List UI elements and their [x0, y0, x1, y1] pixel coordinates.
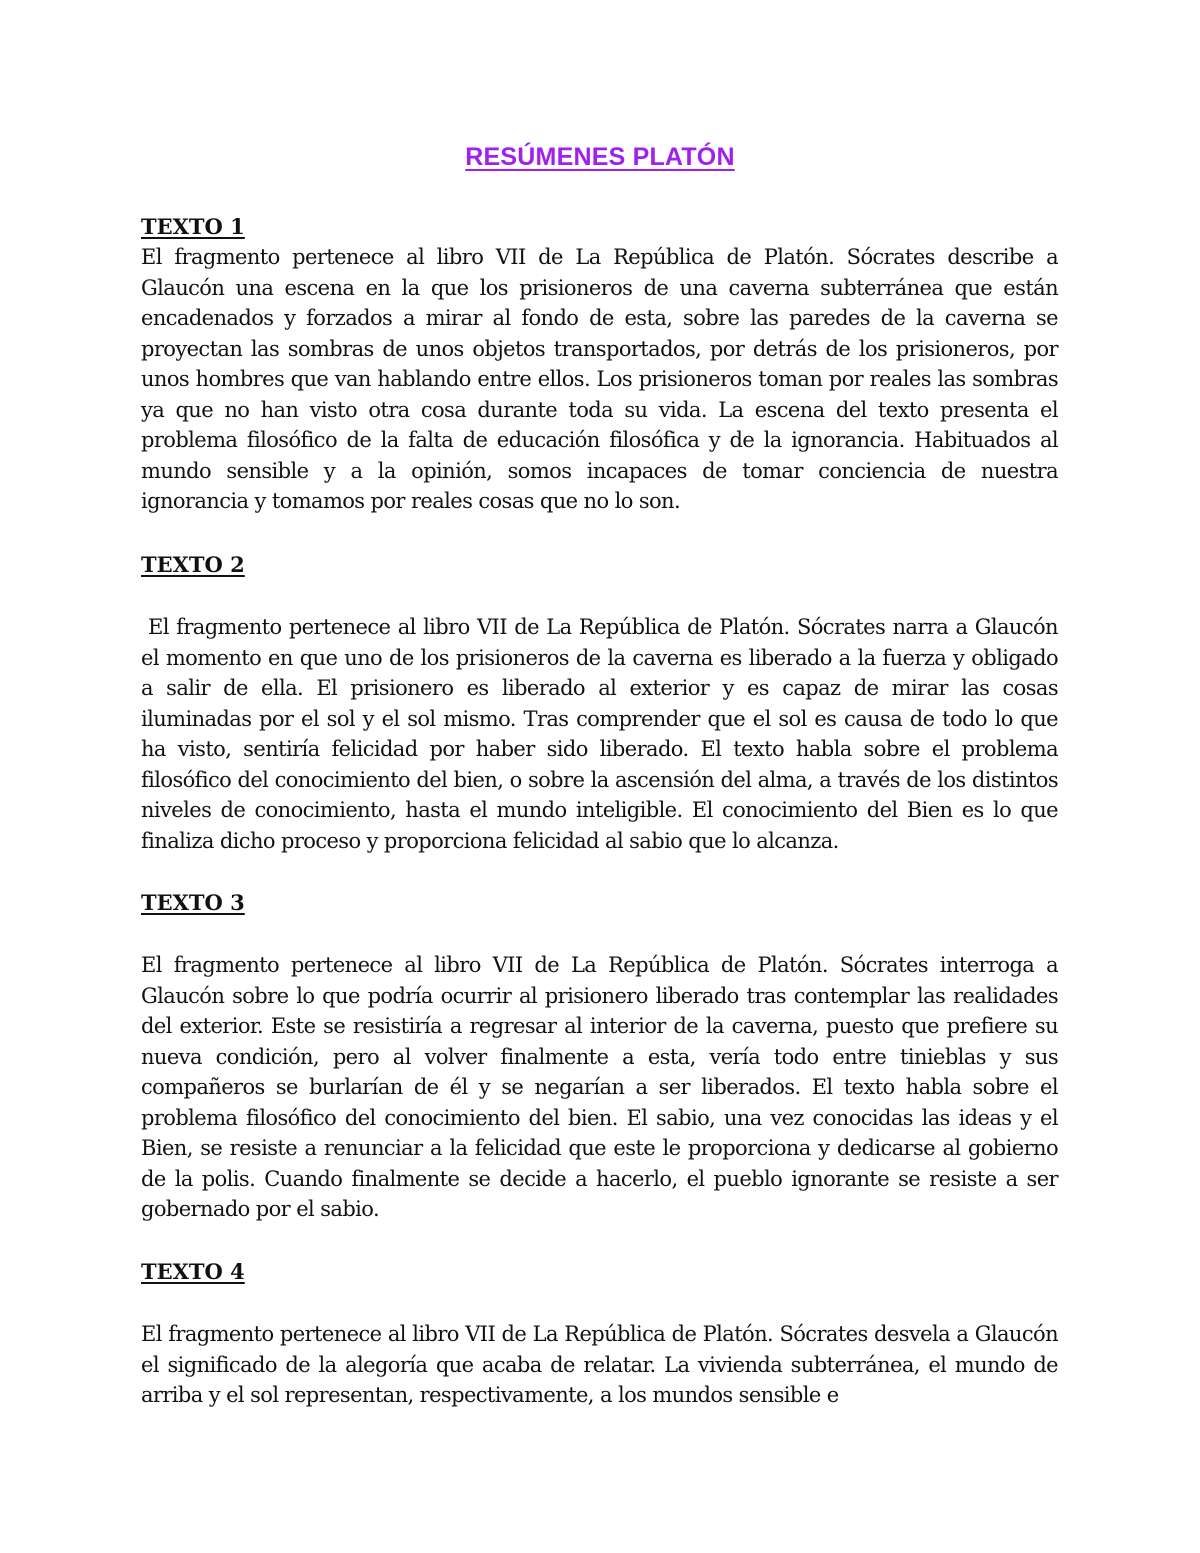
section-heading-texto-4: TEXTO 4 [141, 1259, 245, 1284]
section-texto-1 [141, 212, 1058, 517]
section-heading-texto-2: TEXTO 2 [141, 552, 245, 577]
section-body-texto-4: El fragmento pertenece al libro VII de La República de Platón. Sócrates desvela a Glaucón el significado de la alegoría que acaba de relatar. La vivienda subterránea, el mundo de arriba y el sol representan, respectivamente, a los mundos sensible e [141, 1322, 1058, 1407]
section-heading-texto-3: TEXTO 3 [141, 890, 245, 915]
section-body-texto-2: El fragmento pertenece al libro VII de La República de Platón. Sócrates narra a Glaucón el momento en que uno de los prisioneros de la caverna es liberado a la fuerza y obligado a salir de ella. El prisionero es liberado al exterior y es capaz de mirar las cosas iluminadas por el sol y el sol mismo. Tras comprender que el sol es causa de todo lo que ha visto, sentiría felicidad por haber sido liberado. El texto habla sobre el problema filosófico del conocimiento del bien, o sobre la ascensión del alma, a través de los distintos niveles de conocimiento, hasta el mundo inteligible. El conocimiento del Bien es lo que finaliza dicho proceso y proporciona felicidad al sabio que lo alcanza. [141, 615, 1058, 853]
section-body: El fragmento pertenece al libro VII de La República de Platón. Sócrates describe a Glaucón una escena en la que los prisioneros de una caverna subterránea que están encadenados y forzados a mirar al fondo de esta, sobre las paredes de la caverna se proyectan las sombras de unos objetos transportados, por detrás de los prisioneros, por unos hombres que van hablando entre ellos. Los prisioneros toman por reales las sombras ya que no han visto otra cosa durante toda su vida. La escena del texto presenta el problema filosófico de la falta de educación filosófica y de la ignorancia. Habituados al mundo sensible y a la opinión, somos incapaces de tomar conciencia de nuestra ignorancia y tomamos por reales cosas que no lo son. [141, 245, 1058, 513]
document-title: RESÚMENES PLATÓN [465, 143, 735, 171]
section-heading: TEXTO 1 [141, 214, 245, 239]
section-body-texto-3: El fragmento pertenece al libro VII de La República de Platón. Sócrates interroga a Glaucón sobre lo que podría ocurrir al prisionero liberado tras contemplar las realidades del exterior. Este se resistiría a regresar al interior de la caverna, puesto que prefiere su nueva condición, pero al volver finalmente a esta, vería todo entre tinieblas y sus compañeros se burlarían de él y se negarían a ser liberados. El texto habla sobre el problema filosófico del conocimiento del bien. El sabio, una vez conocidas las ideas y el Bien, se resiste a renunciar a la felicidad que este le proporciona y dedicarse al gobierno de la polis. Cuando finalmente se decide a hacerlo, el pueblo ignorante se resiste a ser gobernado por el sabio. [141, 953, 1058, 1221]
